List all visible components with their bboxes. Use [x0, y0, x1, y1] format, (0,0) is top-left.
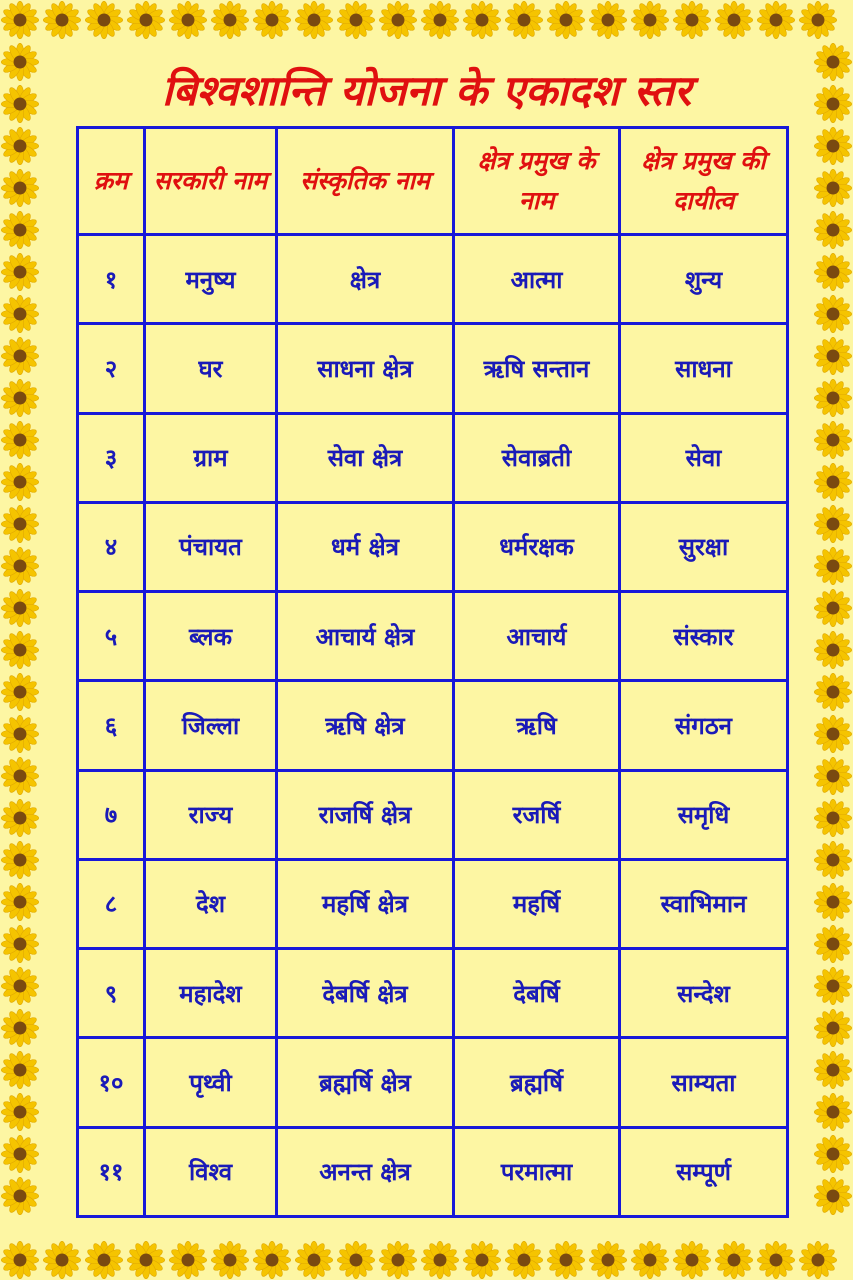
table-row — [78, 859, 788, 948]
cultural-name-cell: धर्म क्षेत्र — [277, 502, 454, 591]
sunflower-icon — [1, 1093, 38, 1130]
head-name-cell: आत्मा — [454, 235, 620, 324]
sunflower-icon — [295, 1241, 332, 1278]
cultural-name-cell: अनन्त क्षेत्र — [277, 1127, 454, 1216]
head-duty-cell: साम्यता — [620, 1038, 788, 1127]
head-name-cell: ऋषि — [454, 681, 620, 770]
sunflower-icon — [43, 1, 80, 38]
sunflower-icon — [211, 1, 248, 38]
serial-cell: ११ — [78, 1127, 145, 1216]
sunflower-icon — [1, 1051, 38, 1088]
header-cultural-name: संस्कृतिक नाम — [277, 128, 454, 235]
sunflower-icon — [1, 463, 38, 500]
head-duty-cell: समृधि — [620, 770, 788, 859]
head-duty-cell: सन्देश — [620, 949, 788, 1038]
serial-cell: ३ — [78, 413, 145, 502]
head-name-cell: देबर्षि — [454, 949, 620, 1038]
sunflower-icon — [814, 211, 851, 248]
serial-cell: ८ — [78, 859, 145, 948]
sunflower-icon — [814, 757, 851, 794]
table-header-row — [78, 128, 788, 235]
sunflower-icon — [85, 1241, 122, 1278]
sunflower-icon — [814, 883, 851, 920]
sunflower-icon — [1, 547, 38, 584]
sunflower-icon — [589, 1241, 626, 1278]
sunflower-icon — [127, 1241, 164, 1278]
sunflower-icon — [1, 337, 38, 374]
sunflower-icon — [421, 1, 458, 38]
sunflower-icon — [814, 547, 851, 584]
sunflower-icon — [757, 1241, 794, 1278]
government-name-cell: महादेश — [145, 949, 277, 1038]
table-row — [78, 592, 788, 681]
sunflower-icon — [1, 967, 38, 1004]
sunflower-icon — [814, 673, 851, 710]
government-name-cell: पंचायत — [145, 502, 277, 591]
sunflower-icon — [211, 1241, 248, 1278]
sunflower-icon — [814, 463, 851, 500]
sunflower-icon — [1, 673, 38, 710]
sunflower-icon — [1, 799, 38, 836]
head-duty-cell: सुरक्षा — [620, 502, 788, 591]
sunflower-icon — [814, 1009, 851, 1046]
government-name-cell: पृथ्वी — [145, 1038, 277, 1127]
cultural-name-cell: आचार्य क्षेत्र — [277, 592, 454, 681]
cultural-name-cell: सेवा क्षेत्र — [277, 413, 454, 502]
serial-cell: ५ — [78, 592, 145, 681]
sunflower-icon — [814, 421, 851, 458]
government-name-cell: ग्राम — [145, 413, 277, 502]
serial-cell: २ — [78, 324, 145, 413]
sunflower-icon — [1, 715, 38, 752]
government-name-cell: विश्व — [145, 1127, 277, 1216]
government-name-cell: जिल्ला — [145, 681, 277, 770]
sunflower-icon — [1, 589, 38, 626]
sunflower-icon — [1, 1135, 38, 1172]
sunflower-icon — [589, 1, 626, 38]
sunflower-icon — [814, 127, 851, 164]
sunflower-icon — [814, 589, 851, 626]
cultural-name-cell: ऋषि क्षेत्र — [277, 681, 454, 770]
government-name-cell: घर — [145, 324, 277, 413]
sunflower-icon — [814, 1093, 851, 1130]
sunflower-icon — [1, 505, 38, 542]
cultural-name-cell: राजर्षि क्षेत्र — [277, 770, 454, 859]
cultural-name-cell: ब्रह्मर्षि क्षेत्र — [277, 1038, 454, 1127]
government-name-cell: ब्लक — [145, 592, 277, 681]
sunflower-icon — [1, 1, 38, 38]
head-name-cell: ब्रह्मर्षि — [454, 1038, 620, 1127]
header-head-name: क्षेत्र प्रमुख के नाम — [454, 128, 620, 235]
table-row — [78, 413, 788, 502]
sunflower-icon — [814, 379, 851, 416]
sunflower-icon — [547, 1241, 584, 1278]
sunflower-icon — [253, 1241, 290, 1278]
head-duty-cell: सेवा — [620, 413, 788, 502]
sunflower-icon — [547, 1, 584, 38]
header-government-name: सरकारी नाम — [145, 128, 277, 235]
head-duty-cell: संगठन — [620, 681, 788, 770]
head-name-cell: परमात्मा — [454, 1127, 620, 1216]
head-name-cell: महर्षि — [454, 859, 620, 948]
serial-cell: १ — [78, 235, 145, 324]
sunflower-icon — [169, 1241, 206, 1278]
cultural-name-cell: देबर्षि क्षेत्र — [277, 949, 454, 1038]
head-duty-cell: स्वाभिमान — [620, 859, 788, 948]
levels-table — [76, 126, 789, 1218]
sunflower-icon — [1, 379, 38, 416]
sunflower-icon — [1, 1177, 38, 1214]
sunflower-icon — [814, 169, 851, 206]
sunflower-icon — [814, 1177, 851, 1214]
serial-cell: ७ — [78, 770, 145, 859]
sunflower-icon — [814, 337, 851, 374]
table-row — [78, 235, 788, 324]
sunflower-icon — [1, 925, 38, 962]
sunflower-icon — [814, 1051, 851, 1088]
sunflower-icon — [337, 1, 374, 38]
sunflower-icon — [505, 1241, 542, 1278]
sunflower-icon — [253, 1, 290, 38]
sunflower-icon — [715, 1241, 752, 1278]
table-row — [78, 949, 788, 1038]
sunflower-icon — [1, 211, 38, 248]
head-name-cell: ऋषि सन्तान — [454, 324, 620, 413]
sunflower-icon — [337, 1241, 374, 1278]
serial-cell: ९ — [78, 949, 145, 1038]
head-duty-cell: संस्कार — [620, 592, 788, 681]
serial-cell: ४ — [78, 502, 145, 591]
head-name-cell: रजर्षि — [454, 770, 620, 859]
sunflower-icon — [1, 421, 38, 458]
sunflower-icon — [814, 295, 851, 332]
sunflower-icon — [814, 1135, 851, 1172]
sunflower-icon — [1, 253, 38, 290]
table-row — [78, 681, 788, 770]
poster-title: बिश्वशान्ति योजना के एकादश स्तर — [161, 66, 692, 115]
cultural-name-cell: साधना क्षेत्र — [277, 324, 454, 413]
government-name-cell: मनुष्य — [145, 235, 277, 324]
sunflower-icon — [631, 1241, 668, 1278]
table-row — [78, 770, 788, 859]
sunflower-icon — [1, 1241, 38, 1278]
sunflower-icon — [1, 631, 38, 668]
sunflower-icon — [814, 925, 851, 962]
sunflower-icon — [814, 631, 851, 668]
head-name-cell: धर्मरक्षक — [454, 502, 620, 591]
sunflower-icon — [379, 1241, 416, 1278]
sunflower-icon — [814, 799, 851, 836]
sunflower-icon — [631, 1, 668, 38]
header-serial: क्रम — [78, 128, 145, 235]
government-name-cell: देश — [145, 859, 277, 948]
sunflower-icon — [814, 841, 851, 878]
head-name-cell: आचार्य — [454, 592, 620, 681]
sunflower-icon — [127, 1, 164, 38]
sunflower-icon — [757, 1, 794, 38]
sunflower-icon — [1, 127, 38, 164]
sunflower-icon — [505, 1, 542, 38]
head-duty-cell: सम्पूर्ण — [620, 1127, 788, 1216]
sunflower-icon — [673, 1241, 710, 1278]
serial-cell: १० — [78, 1038, 145, 1127]
sunflower-icon — [169, 1, 206, 38]
sunflower-icon — [421, 1241, 458, 1278]
header-head-duty: क्षेत्र प्रमुख की दायीत्व — [620, 128, 788, 235]
cultural-name-cell: महर्षि क्षेत्र — [277, 859, 454, 948]
table-row — [78, 1127, 788, 1216]
sunflower-icon — [43, 1241, 80, 1278]
table-row — [78, 502, 788, 591]
sunflower-icon — [814, 715, 851, 752]
sunflower-icon — [1, 169, 38, 206]
sunflower-icon — [814, 253, 851, 290]
sunflower-icon — [1, 883, 38, 920]
sunflower-icon — [463, 1, 500, 38]
table-row — [78, 1038, 788, 1127]
head-name-cell: सेवाब्रती — [454, 413, 620, 502]
sunflower-icon — [715, 1, 752, 38]
sunflower-icon — [379, 1, 416, 38]
sunflower-icon — [673, 1, 710, 38]
cultural-name-cell: क्षेत्र — [277, 235, 454, 324]
sunflower-icon — [799, 1241, 836, 1278]
table-row — [78, 324, 788, 413]
government-name-cell: राज्य — [145, 770, 277, 859]
sunflower-icon — [799, 1, 836, 38]
head-duty-cell: साधना — [620, 324, 788, 413]
sunflower-icon — [1, 841, 38, 878]
sunflower-icon — [814, 505, 851, 542]
head-duty-cell: शुन्य — [620, 235, 788, 324]
sunflower-icon — [85, 1, 122, 38]
serial-cell: ६ — [78, 681, 145, 770]
sunflower-icon — [295, 1, 332, 38]
sunflower-icon — [1, 1009, 38, 1046]
sunflower-icon — [1, 295, 38, 332]
sunflower-icon — [1, 757, 38, 794]
sunflower-icon — [814, 967, 851, 1004]
sunflower-icon — [463, 1241, 500, 1278]
